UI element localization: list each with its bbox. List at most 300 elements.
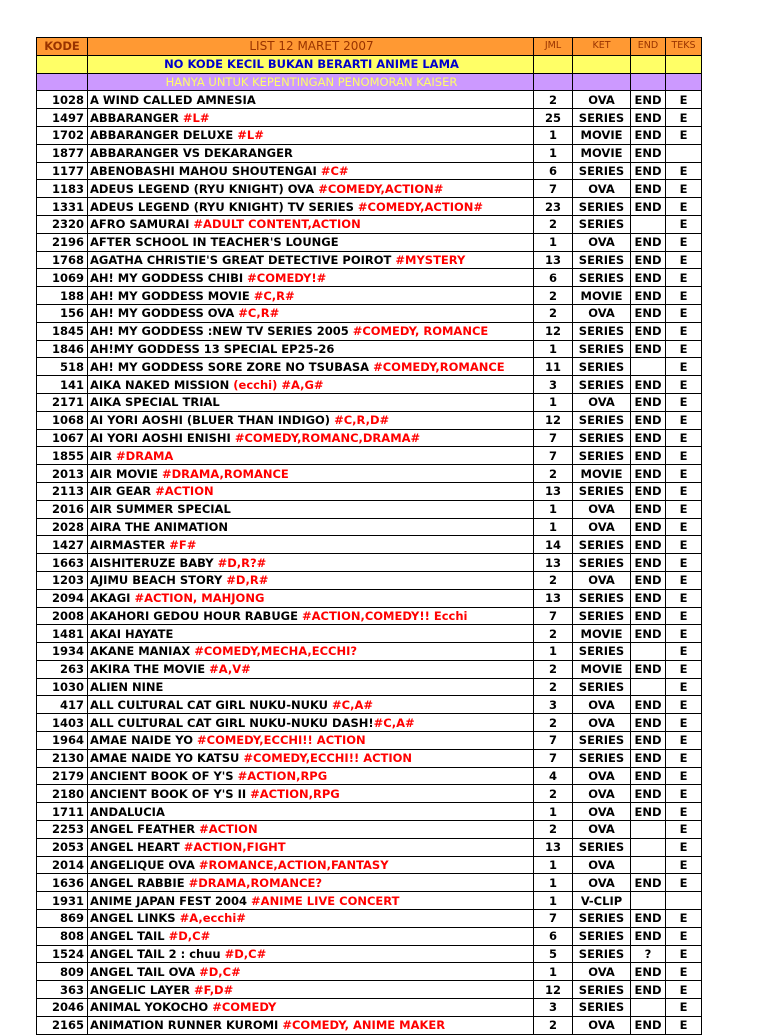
title-text: AJIMU BEACH STORY	[90, 573, 227, 588]
ket-cell: OVA	[573, 856, 631, 874]
ket-cell: SERIES	[573, 732, 631, 750]
end-cell	[631, 678, 666, 696]
ket-cell: V-CLIP	[573, 892, 631, 910]
end-cell: END	[631, 714, 666, 732]
end-cell: END	[631, 251, 666, 269]
title-text: ANGEL LINKS	[90, 911, 180, 926]
title-text: AGATHA CHRISTIE'S GREAT DETECTIVE POIROT	[90, 252, 396, 267]
kode-cell: 2113	[37, 482, 88, 500]
genre-tag: #D,R#	[226, 573, 269, 588]
ket-cell: MOVIE	[573, 287, 631, 305]
ket-cell: SERIES	[573, 678, 631, 696]
kode-cell: 1069	[37, 269, 88, 287]
title-text: A WIND CALLED AMNESIA	[90, 92, 256, 107]
jml-cell: 13	[534, 482, 573, 500]
end-cell	[631, 358, 666, 376]
title-text: AKAGI	[90, 591, 135, 606]
ket-cell: OVA	[573, 518, 631, 536]
title-text: ANIMATION RUNNER KUROMI	[90, 1018, 283, 1033]
table-row	[37, 411, 702, 429]
title-cell	[88, 643, 534, 661]
table-row	[37, 838, 702, 856]
teks-cell: E	[666, 678, 702, 696]
table-row	[37, 536, 702, 554]
end-cell: END	[631, 447, 666, 465]
table-row	[37, 749, 702, 767]
kode-cell: 808	[37, 927, 88, 945]
ket-cell: OVA	[573, 785, 631, 803]
title-text: AIKA NAKED MISSION	[90, 377, 234, 392]
title-cell	[88, 945, 534, 963]
jml-cell: 7	[534, 607, 573, 625]
title-cell	[88, 981, 534, 999]
table-row	[37, 643, 702, 661]
table-row	[37, 803, 702, 821]
end-cell: ?	[631, 945, 666, 963]
teks-cell: E	[666, 518, 702, 536]
title-cell	[88, 607, 534, 625]
jml-cell: 2	[534, 625, 573, 643]
ket-cell: OVA	[573, 767, 631, 785]
jml-cell: 7	[534, 749, 573, 767]
jml-cell: 3	[534, 696, 573, 714]
table-row	[37, 447, 702, 465]
title-cell	[88, 625, 534, 643]
teks-cell: E	[666, 126, 702, 144]
title-cell	[88, 233, 534, 251]
kode-cell: 1030	[37, 678, 88, 696]
kode-cell: 1427	[37, 536, 88, 554]
ket-cell: OVA	[573, 393, 631, 411]
ket-cell: SERIES	[573, 749, 631, 767]
kode-cell: 1877	[37, 144, 88, 162]
kode-cell: 1067	[37, 429, 88, 447]
title-text: ANGEL HEART	[90, 840, 184, 855]
ket-cell: SERIES	[573, 322, 631, 340]
title-text: AISHITERUZE BABY	[90, 555, 218, 570]
end-cell: END	[631, 1016, 666, 1034]
title-cell	[88, 287, 534, 305]
title-cell	[88, 429, 534, 447]
ket-cell: SERIES	[573, 589, 631, 607]
end-cell: END	[631, 482, 666, 500]
ket-cell: SERIES	[573, 198, 631, 216]
title-text: AKIRA THE MOVIE	[90, 662, 210, 677]
genre-tag: #DRAMA,ROMANCE	[162, 466, 289, 481]
table-row	[37, 500, 702, 518]
teks-cell: E	[666, 732, 702, 750]
kode-cell: 1934	[37, 643, 88, 661]
kode-cell: 2028	[37, 518, 88, 536]
table-row	[37, 126, 702, 144]
jml-cell: 1	[534, 874, 573, 892]
title-text: AH! MY GODDESS MOVIE	[90, 288, 254, 303]
kode-cell: 263	[37, 660, 88, 678]
ket-cell: SERIES	[573, 358, 631, 376]
genre-tag: #COMEDY,ROMANCE	[373, 359, 505, 374]
title-cell	[88, 411, 534, 429]
genre-tag: #COMEDY, ROMANCE	[352, 324, 489, 339]
teks-cell: E	[666, 429, 702, 447]
table-row	[37, 785, 702, 803]
ket-cell: SERIES	[573, 376, 631, 394]
genre-tag: (ecchi) #A,G#	[233, 377, 324, 392]
jml-cell: 13	[534, 554, 573, 572]
header-jml: JML	[534, 38, 573, 56]
table-row	[37, 571, 702, 589]
end-cell: END	[631, 144, 666, 162]
kode-cell: 1183	[37, 180, 88, 198]
table-row	[37, 198, 702, 216]
teks-cell: E	[666, 304, 702, 322]
jml-cell: 7	[534, 910, 573, 928]
kode-cell: 2253	[37, 821, 88, 839]
title-text: ANGELIQUE OVA	[90, 858, 199, 873]
jml-cell: 2	[534, 660, 573, 678]
genre-tag: #L#	[182, 110, 210, 125]
end-cell: END	[631, 554, 666, 572]
title-text: AMAE NAIDE YO KATSU	[90, 751, 244, 766]
title-cell	[88, 838, 534, 856]
table-row	[37, 429, 702, 447]
jml-cell: 2	[534, 1016, 573, 1034]
kode-cell: 518	[37, 358, 88, 376]
title-text: AIR GEAR	[90, 484, 156, 499]
teks-cell: E	[666, 554, 702, 572]
teks-cell: E	[666, 251, 702, 269]
teks-cell: E	[666, 803, 702, 821]
title-text: ALL CULTURAL CAT GIRL NUKU-NUKU	[90, 697, 333, 712]
end-cell: END	[631, 785, 666, 803]
jml-cell: 12	[534, 411, 573, 429]
genre-tag: #F,D#	[194, 982, 234, 997]
kode-cell: 1702	[37, 126, 88, 144]
table-row	[37, 589, 702, 607]
kode-cell: 2179	[37, 767, 88, 785]
teks-cell: E	[666, 838, 702, 856]
kode-cell: 1177	[37, 162, 88, 180]
jml-cell: 7	[534, 447, 573, 465]
end-cell: END	[631, 91, 666, 109]
title-cell	[88, 304, 534, 322]
title-cell	[88, 269, 534, 287]
teks-cell: E	[666, 393, 702, 411]
title-cell	[88, 767, 534, 785]
jml-cell: 13	[534, 251, 573, 269]
title-cell	[88, 91, 534, 109]
title-cell	[88, 376, 534, 394]
jml-cell: 1	[534, 856, 573, 874]
jml-cell: 7	[534, 180, 573, 198]
end-cell: END	[631, 625, 666, 643]
end-cell: END	[631, 322, 666, 340]
jml-cell: 23	[534, 198, 573, 216]
jml-cell: 7	[534, 732, 573, 750]
genre-tag: #ACTION,RPG	[237, 769, 328, 784]
teks-cell: E	[666, 660, 702, 678]
kode-cell: 1524	[37, 945, 88, 963]
title-cell	[88, 892, 534, 910]
jml-cell: 12	[534, 981, 573, 999]
end-cell: END	[631, 287, 666, 305]
title-text: AH! MY GODDESS CHIBI	[90, 270, 248, 285]
ket-cell: SERIES	[573, 215, 631, 233]
teks-cell: E	[666, 749, 702, 767]
table-row	[37, 945, 702, 963]
title-cell	[88, 215, 534, 233]
title-text: ALL CULTURAL CAT GIRL NUKU-NUKU DASH!	[90, 715, 374, 730]
ket-cell: OVA	[573, 91, 631, 109]
table-row	[37, 910, 702, 928]
title-text: AIR MOVIE	[90, 466, 162, 481]
genre-tag: #COMEDY,MECHA,ECCHI?	[194, 644, 358, 659]
table-row	[37, 322, 702, 340]
teks-cell: E	[666, 358, 702, 376]
title-text: ANCIENT BOOK OF Y'S II	[90, 786, 251, 801]
title-cell	[88, 180, 534, 198]
ket-cell: SERIES	[573, 411, 631, 429]
title-text: AH! MY GODDESS SORE ZORE NO TSUBASA	[90, 359, 374, 374]
title-cell	[88, 465, 534, 483]
title-text: AI YORI AOSHI ENISHI	[90, 430, 235, 445]
teks-cell: E	[666, 981, 702, 999]
teks-cell	[666, 144, 702, 162]
teks-cell: E	[666, 999, 702, 1017]
title-cell	[88, 999, 534, 1017]
genre-tag: #A,V#	[209, 662, 251, 677]
jml-cell: 1	[534, 233, 573, 251]
header-kode: KODE	[37, 38, 88, 56]
table-row	[37, 91, 702, 109]
title-cell	[88, 910, 534, 928]
header-title: LIST 12 MARET 2007	[88, 38, 534, 56]
teks-cell: E	[666, 482, 702, 500]
kode-cell: 1846	[37, 340, 88, 358]
ket-cell: OVA	[573, 571, 631, 589]
title-text: ANGEL TAIL OVA	[90, 964, 200, 979]
teks-cell: E	[666, 536, 702, 554]
jml-cell: 1	[534, 340, 573, 358]
table-row	[37, 607, 702, 625]
title-text: ANGEL RABBIE	[90, 875, 189, 890]
jml-cell: 5	[534, 945, 573, 963]
title-cell	[88, 198, 534, 216]
ket-cell: SERIES	[573, 927, 631, 945]
teks-cell: E	[666, 198, 702, 216]
genre-tag: #C#	[320, 163, 349, 178]
title-cell	[88, 874, 534, 892]
genre-tag: #D,C#	[168, 929, 211, 944]
ket-cell: SERIES	[573, 429, 631, 447]
end-cell: END	[631, 927, 666, 945]
end-cell: END	[631, 162, 666, 180]
title-cell	[88, 144, 534, 162]
kode-cell: 2130	[37, 749, 88, 767]
kode-cell: 2014	[37, 856, 88, 874]
title-cell	[88, 803, 534, 821]
title-cell	[88, 660, 534, 678]
jml-cell: 1	[534, 393, 573, 411]
table-row	[37, 109, 702, 127]
genre-tag: #C,R#	[253, 288, 295, 303]
teks-cell: E	[666, 856, 702, 874]
kode-cell: 2180	[37, 785, 88, 803]
teks-cell: E	[666, 269, 702, 287]
title-cell	[88, 518, 534, 536]
title-cell	[88, 554, 534, 572]
title-text: ADEUS LEGEND (RYU KNIGHT) OVA	[90, 181, 319, 196]
table-row	[37, 874, 702, 892]
title-text: ANGEL FEATHER	[90, 822, 200, 837]
ket-cell: MOVIE	[573, 625, 631, 643]
jml-cell: 13	[534, 838, 573, 856]
jml-cell: 3	[534, 376, 573, 394]
genre-tag: #A,ecchi#	[179, 911, 246, 926]
teks-cell: E	[666, 1016, 702, 1034]
table-row	[37, 660, 702, 678]
genre-tag: #ADULT CONTENT,ACTION	[193, 217, 361, 232]
end-cell: END	[631, 607, 666, 625]
header-row	[37, 38, 702, 56]
kode-cell: 1403	[37, 714, 88, 732]
ket-cell: OVA	[573, 304, 631, 322]
title-cell	[88, 109, 534, 127]
jml-cell: 2	[534, 304, 573, 322]
title-cell	[88, 358, 534, 376]
jml-cell: 2	[534, 287, 573, 305]
kode-cell: 2320	[37, 215, 88, 233]
table-row	[37, 1016, 702, 1034]
table-row	[37, 287, 702, 305]
title-cell	[88, 678, 534, 696]
end-cell: END	[631, 393, 666, 411]
teks-cell: E	[666, 767, 702, 785]
title-text: ABBARANGER	[90, 110, 183, 125]
title-cell	[88, 340, 534, 358]
end-cell	[631, 838, 666, 856]
kode-cell: 1481	[37, 625, 88, 643]
table-row	[37, 233, 702, 251]
genre-tag: #D,R?#	[217, 555, 267, 570]
end-cell	[631, 821, 666, 839]
table-row	[37, 678, 702, 696]
teks-cell: E	[666, 322, 702, 340]
ket-cell: OVA	[573, 180, 631, 198]
title-cell	[88, 963, 534, 981]
end-cell: END	[631, 981, 666, 999]
genre-tag: #COMEDY,ECCHI!! ACTION	[243, 751, 413, 766]
kode-cell: 1855	[37, 447, 88, 465]
teks-cell: E	[666, 927, 702, 945]
jml-cell: 6	[534, 162, 573, 180]
table-row	[37, 518, 702, 536]
genre-tag: #D,C#	[199, 964, 241, 979]
kode-cell: 2196	[37, 233, 88, 251]
jml-cell: 1	[534, 144, 573, 162]
title-text: ABBARANGER VS DEKARANGER	[90, 146, 293, 161]
genre-tag: #ROMANCE,ACTION,FANTASY	[198, 858, 389, 873]
table-row	[37, 251, 702, 269]
title-text: ABBARANGER DELUXE	[90, 128, 238, 143]
ket-cell: OVA	[573, 500, 631, 518]
ket-cell: SERIES	[573, 554, 631, 572]
title-text: ANGEL TAIL	[90, 929, 169, 944]
title-text: ANGELIC LAYER	[90, 982, 195, 997]
header-teks: TEKS	[666, 38, 702, 56]
kode-cell: 1663	[37, 554, 88, 572]
title-text: AFTER SCHOOL IN TEACHER'S LOUNGE	[90, 235, 339, 250]
ket-cell: SERIES	[573, 536, 631, 554]
end-cell: END	[631, 233, 666, 251]
end-cell: END	[631, 963, 666, 981]
end-cell: END	[631, 411, 666, 429]
teks-cell: E	[666, 963, 702, 981]
ket-cell: SERIES	[573, 838, 631, 856]
title-text: AH!MY GODDESS 13 SPECIAL EP25-26	[90, 341, 335, 356]
genre-tag: #ACTION,COMEDY!! Ecchi	[301, 608, 468, 623]
end-cell: END	[631, 589, 666, 607]
kode-cell: 1203	[37, 571, 88, 589]
jml-cell: 25	[534, 109, 573, 127]
table-row	[37, 340, 702, 358]
kode-cell: 809	[37, 963, 88, 981]
teks-cell: E	[666, 874, 702, 892]
teks-cell: E	[666, 589, 702, 607]
table-row	[37, 892, 702, 910]
ket-cell: OVA	[573, 803, 631, 821]
jml-cell: 13	[534, 589, 573, 607]
ket-cell: MOVIE	[573, 144, 631, 162]
table-row	[37, 144, 702, 162]
table-row	[37, 304, 702, 322]
end-cell: END	[631, 429, 666, 447]
title-cell	[88, 322, 534, 340]
table-row	[37, 215, 702, 233]
teks-cell: E	[666, 411, 702, 429]
kode-cell: 2008	[37, 607, 88, 625]
jml-cell: 2	[534, 215, 573, 233]
ket-cell: MOVIE	[573, 465, 631, 483]
table-row	[37, 554, 702, 572]
title-text: AH! MY GODDESS :NEW TV SERIES 2005	[90, 324, 353, 339]
title-text: AH! MY GODDESS OVA	[90, 306, 239, 321]
title-text: AKAI HAYATE	[90, 626, 174, 641]
jml-cell: 1	[534, 518, 573, 536]
title-text: AI YORI AOSHI (BLUER THAN INDIGO)	[90, 413, 335, 428]
teks-cell: E	[666, 500, 702, 518]
end-cell: END	[631, 465, 666, 483]
title-cell	[88, 162, 534, 180]
jml-cell: 1	[534, 803, 573, 821]
ket-cell: SERIES	[573, 482, 631, 500]
title-cell	[88, 927, 534, 945]
end-cell: END	[631, 732, 666, 750]
end-cell	[631, 892, 666, 910]
title-cell	[88, 482, 534, 500]
genre-tag: #ACTION	[199, 822, 258, 837]
title-text: ANGEL TAIL 2 : chuu	[90, 947, 225, 962]
ket-cell: OVA	[573, 233, 631, 251]
header-end: END	[631, 38, 666, 56]
genre-tag: #D,C#	[224, 947, 267, 962]
end-cell	[631, 643, 666, 661]
end-cell: END	[631, 198, 666, 216]
end-cell: END	[631, 767, 666, 785]
kode-cell: 2046	[37, 999, 88, 1017]
title-text: AMAE NAIDE YO	[90, 733, 198, 748]
end-cell: END	[631, 500, 666, 518]
table-row	[37, 393, 702, 411]
